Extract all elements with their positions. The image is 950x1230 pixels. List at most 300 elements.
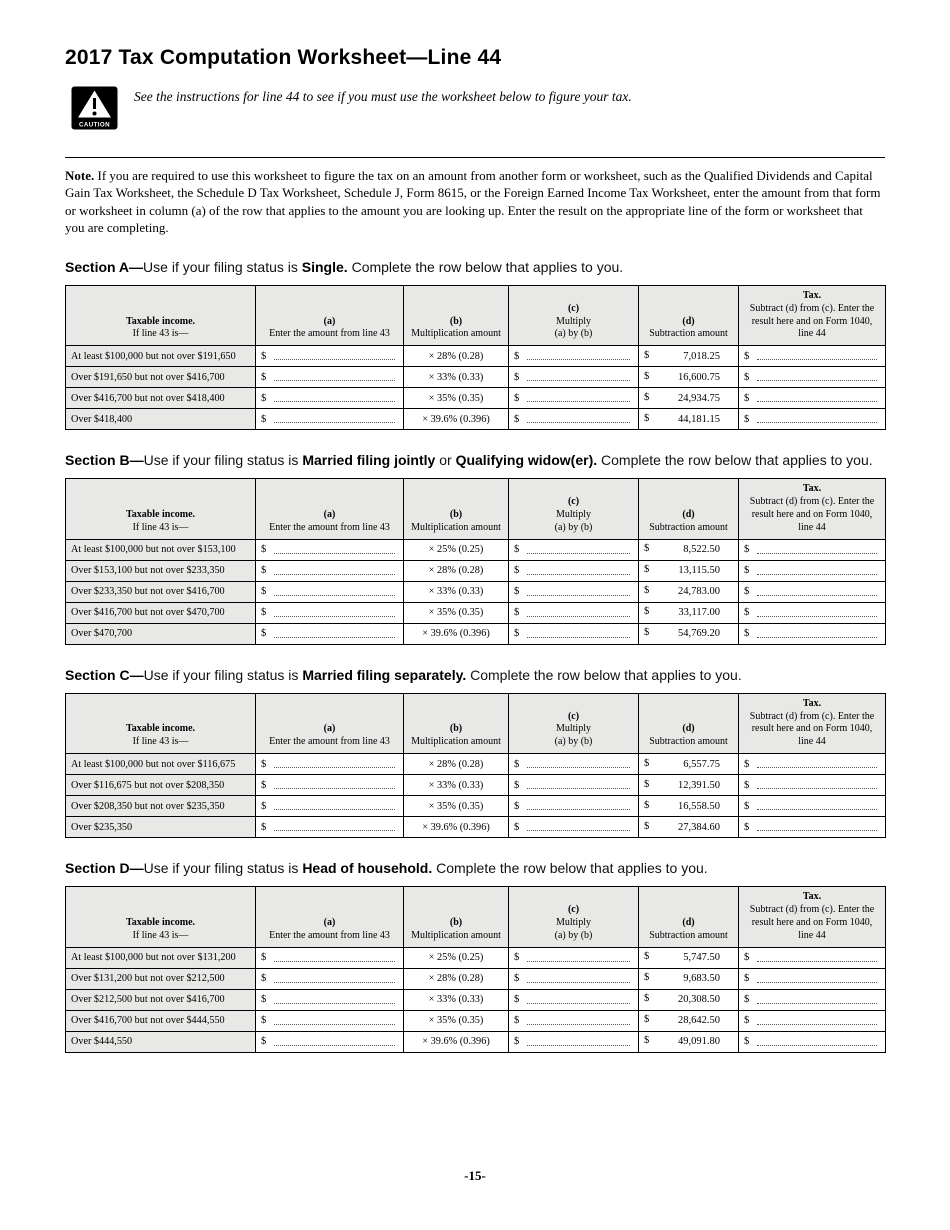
dotted-leader — [527, 788, 630, 789]
dotted-leader — [527, 1024, 630, 1025]
subtraction-cell-content — [644, 948, 733, 968]
entry-cell-content — [514, 754, 633, 774]
section-D-heading — [65, 858, 885, 878]
dollar-sign: $ — [261, 628, 267, 640]
dotted-leader — [274, 422, 395, 423]
dotted-leader — [274, 401, 395, 402]
dotted-leader — [274, 982, 395, 983]
taxable-income-cell: At least $100,000 but not over $153,100 — [66, 539, 256, 560]
dotted-leader — [527, 1045, 630, 1046]
dotted-leader — [274, 830, 395, 831]
column-header-bold: (a) — [323, 509, 336, 520]
dollar-sign: $ — [514, 821, 520, 833]
note-block — [65, 157, 885, 237]
column-header-bold: (a) — [323, 916, 336, 928]
table-row — [66, 754, 886, 775]
table-row — [66, 602, 886, 623]
dollar-sign: $ — [644, 606, 650, 618]
amount-entry-cell-c — [509, 1010, 639, 1031]
dotted-leader — [757, 1045, 877, 1046]
dollar-sign: $ — [744, 952, 750, 964]
subtraction-amount-value: 49,091.80 — [678, 1036, 720, 1048]
table-row — [66, 539, 886, 560]
dotted-leader — [527, 574, 630, 575]
entry-cell-content — [261, 775, 398, 795]
multiplication-amount-cell: × 33% (0.33) — [404, 367, 509, 388]
subtraction-cell-content — [644, 346, 733, 366]
heading-segment: Complete the row below that applies to you. — [466, 666, 742, 683]
dollar-sign: $ — [514, 544, 520, 556]
entry-cell-content — [744, 1032, 880, 1052]
subtraction-amount-cell — [639, 623, 739, 644]
dollar-sign: $ — [644, 993, 650, 1005]
entry-cell-content — [744, 388, 880, 408]
dotted-leader — [527, 380, 630, 381]
dollar-sign: $ — [744, 628, 750, 640]
dollar-sign: $ — [744, 758, 750, 770]
subtraction-amount-value: 54,769.20 — [678, 628, 720, 640]
table-row — [66, 775, 886, 796]
dollar-sign: $ — [644, 820, 650, 832]
taxable-income-cell: Over $116,675 but not over $208,350 — [66, 775, 256, 796]
multiplication-amount-cell: × 25% (0.25) — [404, 539, 509, 560]
amount-entry-cell-tax — [739, 602, 886, 623]
multiplication-amount-cell: × 28% (0.28) — [404, 968, 509, 989]
subtraction-amount-cell — [639, 581, 739, 602]
dollar-sign: $ — [644, 778, 650, 790]
multiplication-amount-cell: × 25% (0.25) — [404, 947, 509, 968]
entry-cell-content — [261, 346, 398, 366]
subtraction-amount-cell — [639, 1010, 739, 1031]
taxable-income-cell: At least $100,000 but not over $191,650 — [66, 346, 256, 367]
amount-entry-cell-c — [509, 409, 639, 430]
column-header-bold: (a) — [323, 315, 336, 327]
column-header-bold: (d) — [682, 723, 695, 735]
subtraction-amount-cell — [639, 409, 739, 430]
column-header-bold: Tax. — [802, 483, 822, 495]
entry-cell-content — [514, 367, 633, 387]
column-header-line: Multiplication amount — [411, 521, 501, 533]
dollar-sign: $ — [744, 607, 750, 619]
table-row — [66, 623, 886, 644]
column-header-line: (a) by (b) — [554, 736, 593, 748]
column-header-line: Multiplication amount — [411, 736, 501, 748]
table-row — [66, 1010, 886, 1031]
taxable-income-cell: Over $131,200 but not over $212,500 — [66, 968, 256, 989]
subtraction-amount-value: 6,557.75 — [683, 758, 720, 770]
amount-entry-cell-tax — [739, 775, 886, 796]
multiplication-amount-cell: × 39.6% (0.396) — [404, 409, 509, 430]
entry-cell-content — [514, 1011, 633, 1031]
dotted-leader — [527, 637, 630, 638]
dotted-leader — [527, 961, 630, 962]
dollar-sign: $ — [744, 392, 750, 404]
entry-cell-content — [261, 603, 398, 623]
amount-entry-cell-tax — [739, 989, 886, 1010]
column-header-line: If line 43 is— — [132, 929, 189, 941]
dotted-leader — [527, 830, 630, 831]
subtraction-amount-value: 8,522.50 — [683, 544, 720, 556]
column-header-bold: (d) — [682, 916, 695, 928]
dollar-sign: $ — [514, 565, 520, 577]
column-header-bold: Taxable income. — [125, 916, 196, 928]
subtraction-amount-value: 28,642.50 — [678, 1015, 720, 1027]
column-header-b — [404, 887, 509, 947]
multiplication-amount-cell: × 39.6% (0.396) — [404, 1031, 509, 1052]
amount-entry-cell-c — [509, 623, 639, 644]
dollar-sign: $ — [261, 758, 267, 770]
column-header-tax — [739, 479, 886, 539]
taxable-income-cell: Over $470,700 — [66, 623, 256, 644]
table-row — [66, 346, 886, 367]
taxable-income-cell: Over $416,700 but not over $418,400 — [66, 388, 256, 409]
amount-entry-cell-tax — [739, 796, 886, 817]
amount-entry-cell-c — [509, 968, 639, 989]
amount-entry-cell-c — [509, 388, 639, 409]
subtraction-cell-content — [644, 367, 733, 387]
table-row — [66, 947, 886, 968]
heading-bold-segment: Single. — [301, 258, 348, 275]
column-header-income — [66, 479, 256, 539]
dollar-sign: $ — [261, 392, 267, 404]
dotted-leader — [527, 422, 630, 423]
dollar-sign: $ — [261, 952, 267, 964]
entry-cell-content — [261, 817, 398, 837]
multiplication-amount-cell: × 35% (0.35) — [404, 602, 509, 623]
dollar-sign: $ — [644, 585, 650, 597]
dollar-sign: $ — [644, 799, 650, 811]
worksheet-section — [65, 257, 885, 430]
entry-cell-content — [744, 540, 880, 560]
entry-cell-content — [744, 1011, 880, 1031]
table-row — [66, 388, 886, 409]
column-header-bold: (a) — [323, 723, 336, 735]
entry-cell-content — [514, 796, 633, 816]
amount-entry-cell-a — [256, 623, 404, 644]
dollar-sign: $ — [514, 586, 520, 598]
taxable-income-cell: Over $153,100 but not over $233,350 — [66, 560, 256, 581]
dotted-leader — [757, 553, 877, 554]
multiplication-amount-cell: × 33% (0.33) — [404, 581, 509, 602]
multiplication-amount-cell: × 28% (0.28) — [404, 754, 509, 775]
amount-entry-cell-c — [509, 581, 639, 602]
taxable-income-cell: Over $444,550 — [66, 1031, 256, 1052]
dollar-sign: $ — [644, 349, 650, 361]
section-A-heading — [65, 257, 885, 277]
column-header-income — [66, 887, 256, 947]
entry-cell-content — [261, 367, 398, 387]
column-header-bold: (c) — [567, 904, 580, 916]
column-header-bold: (b) — [449, 723, 463, 735]
dollar-sign: $ — [261, 371, 267, 383]
subtraction-amount-cell — [639, 367, 739, 388]
subtraction-amount-value: 24,783.00 — [678, 586, 720, 598]
amount-entry-cell-a — [256, 539, 404, 560]
entry-cell-content — [261, 561, 398, 581]
dotted-leader — [274, 1045, 395, 1046]
column-header-bold: Tax. — [802, 697, 822, 709]
amount-entry-cell-tax — [739, 817, 886, 838]
entry-cell-content — [744, 948, 880, 968]
heading-bold-segment: Married filing separately. — [302, 666, 467, 683]
column-header-c — [509, 285, 639, 345]
table-row — [66, 560, 886, 581]
entry-cell-content — [261, 969, 398, 989]
table-header-row — [66, 285, 886, 345]
amount-entry-cell-c — [509, 796, 639, 817]
column-header-line: Subtraction amount — [649, 736, 728, 748]
subtraction-amount-cell — [639, 1031, 739, 1052]
column-header-line: Enter the amount from line 43 — [269, 521, 390, 533]
amount-entry-cell-a — [256, 989, 404, 1010]
subtraction-cell-content — [644, 969, 733, 989]
table-row — [66, 581, 886, 602]
table-row — [66, 409, 886, 430]
dotted-leader — [274, 595, 395, 596]
subtraction-amount-cell — [639, 388, 739, 409]
column-header-bold: Taxable income. — [125, 315, 196, 327]
subtraction-cell-content — [644, 796, 733, 816]
amount-entry-cell-a — [256, 409, 404, 430]
dotted-leader — [757, 1024, 877, 1025]
tax-table-section-A — [65, 285, 886, 430]
column-header-bold: (c) — [567, 302, 580, 314]
multiplication-amount-cell: × 35% (0.35) — [404, 796, 509, 817]
dollar-sign: $ — [261, 800, 267, 812]
entry-cell-content — [514, 990, 633, 1010]
column-header-c — [509, 479, 639, 539]
entry-cell-content — [744, 817, 880, 837]
caution-icon — [71, 86, 118, 135]
entry-cell-content — [261, 796, 398, 816]
subtraction-cell-content — [644, 603, 733, 623]
taxable-income-cell: Over $235,350 — [66, 817, 256, 838]
entry-cell-content — [744, 367, 880, 387]
entry-cell-content — [261, 948, 398, 968]
table-header-row — [66, 693, 886, 753]
dotted-leader — [274, 961, 395, 962]
column-header-a — [256, 693, 404, 753]
dotted-leader — [527, 595, 630, 596]
column-header-bold: Tax. — [802, 891, 822, 903]
column-header-line: Enter the amount from line 43 — [269, 929, 390, 941]
amount-entry-cell-tax — [739, 623, 886, 644]
amount-entry-cell-c — [509, 367, 639, 388]
dollar-sign: $ — [514, 371, 520, 383]
entry-cell-content — [744, 409, 880, 429]
column-header-line: If line 43 is— — [132, 328, 189, 340]
entry-cell-content — [514, 775, 633, 795]
amount-entry-cell-c — [509, 346, 639, 367]
multiplication-amount-cell: × 28% (0.28) — [404, 560, 509, 581]
column-header-tax — [739, 285, 886, 345]
column-header-line: Multiply — [555, 315, 591, 327]
taxable-income-cell: Over $233,350 but not over $416,700 — [66, 581, 256, 602]
column-header-line: Subtraction amount — [649, 521, 728, 533]
amount-entry-cell-tax — [739, 409, 886, 430]
column-header-line: (a) by (b) — [554, 328, 593, 340]
dollar-sign: $ — [261, 607, 267, 619]
entry-cell-content — [514, 624, 633, 644]
taxable-income-cell: Over $212,500 but not over $416,700 — [66, 989, 256, 1010]
subtraction-amount-value: 33,117.00 — [678, 607, 720, 619]
dollar-sign: $ — [644, 627, 650, 639]
dotted-leader — [527, 401, 630, 402]
amount-entry-cell-a — [256, 817, 404, 838]
column-header-line: Multiply — [555, 723, 591, 735]
amount-entry-cell-a — [256, 1010, 404, 1031]
entry-cell-content — [261, 754, 398, 774]
column-header-a — [256, 285, 404, 345]
multiplication-amount-cell: × 39.6% (0.396) — [404, 817, 509, 838]
subtraction-amount-cell — [639, 560, 739, 581]
dollar-sign: $ — [744, 371, 750, 383]
column-header-bold: (b) — [449, 315, 463, 327]
dollar-sign: $ — [261, 973, 267, 985]
column-header-line: If line 43 is— — [132, 736, 189, 748]
taxable-income-cell: Over $416,700 but not over $444,550 — [66, 1010, 256, 1031]
amount-entry-cell-tax — [739, 754, 886, 775]
column-header-d — [639, 285, 739, 345]
entry-cell-content — [744, 969, 880, 989]
amount-entry-cell-a — [256, 754, 404, 775]
dollar-sign: $ — [514, 994, 520, 1006]
subtraction-cell-content — [644, 754, 733, 774]
entry-cell-content — [744, 796, 880, 816]
dotted-leader — [757, 788, 877, 789]
dollar-sign: $ — [514, 628, 520, 640]
dotted-leader — [274, 574, 395, 575]
subtraction-amount-value: 9,683.50 — [683, 973, 720, 985]
dollar-sign: $ — [514, 973, 520, 985]
column-header-line: Multiplication amount — [411, 929, 501, 941]
column-header-bold: Tax. — [802, 289, 822, 301]
dotted-leader — [757, 1003, 877, 1004]
entry-cell-content — [514, 603, 633, 623]
subtraction-cell-content — [644, 540, 733, 560]
dollar-sign: $ — [644, 951, 650, 963]
worksheet-section — [65, 665, 885, 838]
subtraction-amount-value: 13,115.50 — [678, 565, 720, 577]
subtraction-amount-value: 44,181.15 — [678, 413, 720, 425]
dollar-sign: $ — [744, 350, 750, 362]
amount-entry-cell-tax — [739, 968, 886, 989]
column-header-b — [404, 479, 509, 539]
subtraction-amount-cell — [639, 346, 739, 367]
column-header-a — [256, 887, 404, 947]
column-header-bold: Taxable income. — [125, 723, 196, 735]
amount-entry-cell-tax — [739, 539, 886, 560]
caution-callout — [71, 86, 885, 135]
subtraction-cell-content — [644, 582, 733, 602]
column-header-d — [639, 479, 739, 539]
subtraction-amount-value: 27,384.60 — [678, 821, 720, 833]
taxable-income-cell: Over $191,650 but not over $416,700 — [66, 367, 256, 388]
entry-cell-content — [744, 582, 880, 602]
subtraction-amount-value: 16,558.50 — [678, 800, 720, 812]
dotted-leader — [757, 809, 877, 810]
dotted-leader — [274, 616, 395, 617]
note-label: Note. — [65, 168, 95, 183]
table-row — [66, 1031, 886, 1052]
dollar-sign: $ — [644, 391, 650, 403]
heading-bold-segment: Section D— — [65, 860, 144, 877]
entry-cell-content — [261, 540, 398, 560]
dotted-leader — [274, 788, 395, 789]
dollar-sign: $ — [514, 392, 520, 404]
entry-cell-content — [514, 388, 633, 408]
dollar-sign: $ — [261, 413, 267, 425]
amount-entry-cell-c — [509, 775, 639, 796]
subtraction-cell-content — [644, 1032, 733, 1052]
subtraction-amount-value: 5,747.50 — [683, 952, 720, 964]
column-header-a — [256, 479, 404, 539]
heading-segment: Complete the row below that applies to you. — [597, 452, 873, 469]
column-header-line: Enter the amount from line 43 — [269, 736, 390, 748]
subtraction-cell-content — [644, 409, 733, 429]
subtraction-amount-value: 12,391.50 — [678, 779, 720, 791]
entry-cell-content — [261, 624, 398, 644]
amount-entry-cell-c — [509, 1031, 639, 1052]
entry-cell-content — [744, 624, 880, 644]
column-header-tax — [739, 693, 886, 753]
column-header-bold: (c) — [567, 710, 580, 722]
dotted-leader — [274, 767, 395, 768]
column-header-bold: Taxable income. — [125, 509, 196, 520]
heading-segment: Use if your filing status is — [143, 860, 303, 877]
dollar-sign: $ — [261, 821, 267, 833]
column-header-line: Subtract (d) from (c). Enter the result here and on Form 1040, line 44 — [749, 904, 875, 941]
dotted-leader — [527, 809, 630, 810]
entry-cell-content — [514, 540, 633, 560]
column-header-line: (a) by (b) — [554, 929, 593, 941]
amount-entry-cell-c — [509, 989, 639, 1010]
tax-table-section-B — [65, 478, 886, 644]
dollar-sign: $ — [514, 350, 520, 362]
subtraction-amount-cell — [639, 796, 739, 817]
column-header-c — [509, 693, 639, 753]
dollar-sign: $ — [261, 544, 267, 556]
dollar-sign: $ — [744, 1036, 750, 1048]
dotted-leader — [757, 637, 877, 638]
column-header-bold: (c) — [567, 496, 580, 508]
amount-entry-cell-a — [256, 775, 404, 796]
heading-segment: Use if your filing status is — [143, 666, 303, 683]
column-header-bold: (b) — [449, 509, 463, 520]
amount-entry-cell-a — [256, 346, 404, 367]
multiplication-amount-cell: × 33% (0.33) — [404, 775, 509, 796]
dollar-sign: $ — [644, 412, 650, 424]
entry-cell-content — [514, 346, 633, 366]
taxable-income-cell: At least $100,000 but not over $131,200 — [66, 947, 256, 968]
dotted-leader — [274, 359, 395, 360]
subtraction-amount-value: 16,600.75 — [678, 371, 720, 383]
amount-entry-cell-tax — [739, 346, 886, 367]
amount-entry-cell-a — [256, 388, 404, 409]
subtraction-cell-content — [644, 1011, 733, 1031]
table-row — [66, 968, 886, 989]
taxable-income-cell: Over $416,700 but not over $470,700 — [66, 602, 256, 623]
column-header-d — [639, 887, 739, 947]
dollar-sign: $ — [744, 994, 750, 1006]
table-row — [66, 989, 886, 1010]
dotted-leader — [274, 1003, 395, 1004]
subtraction-amount-cell — [639, 754, 739, 775]
heading-bold-segment: Section C— — [65, 666, 144, 683]
amount-entry-cell-tax — [739, 1010, 886, 1031]
amount-entry-cell-tax — [739, 581, 886, 602]
dotted-leader — [757, 830, 877, 831]
